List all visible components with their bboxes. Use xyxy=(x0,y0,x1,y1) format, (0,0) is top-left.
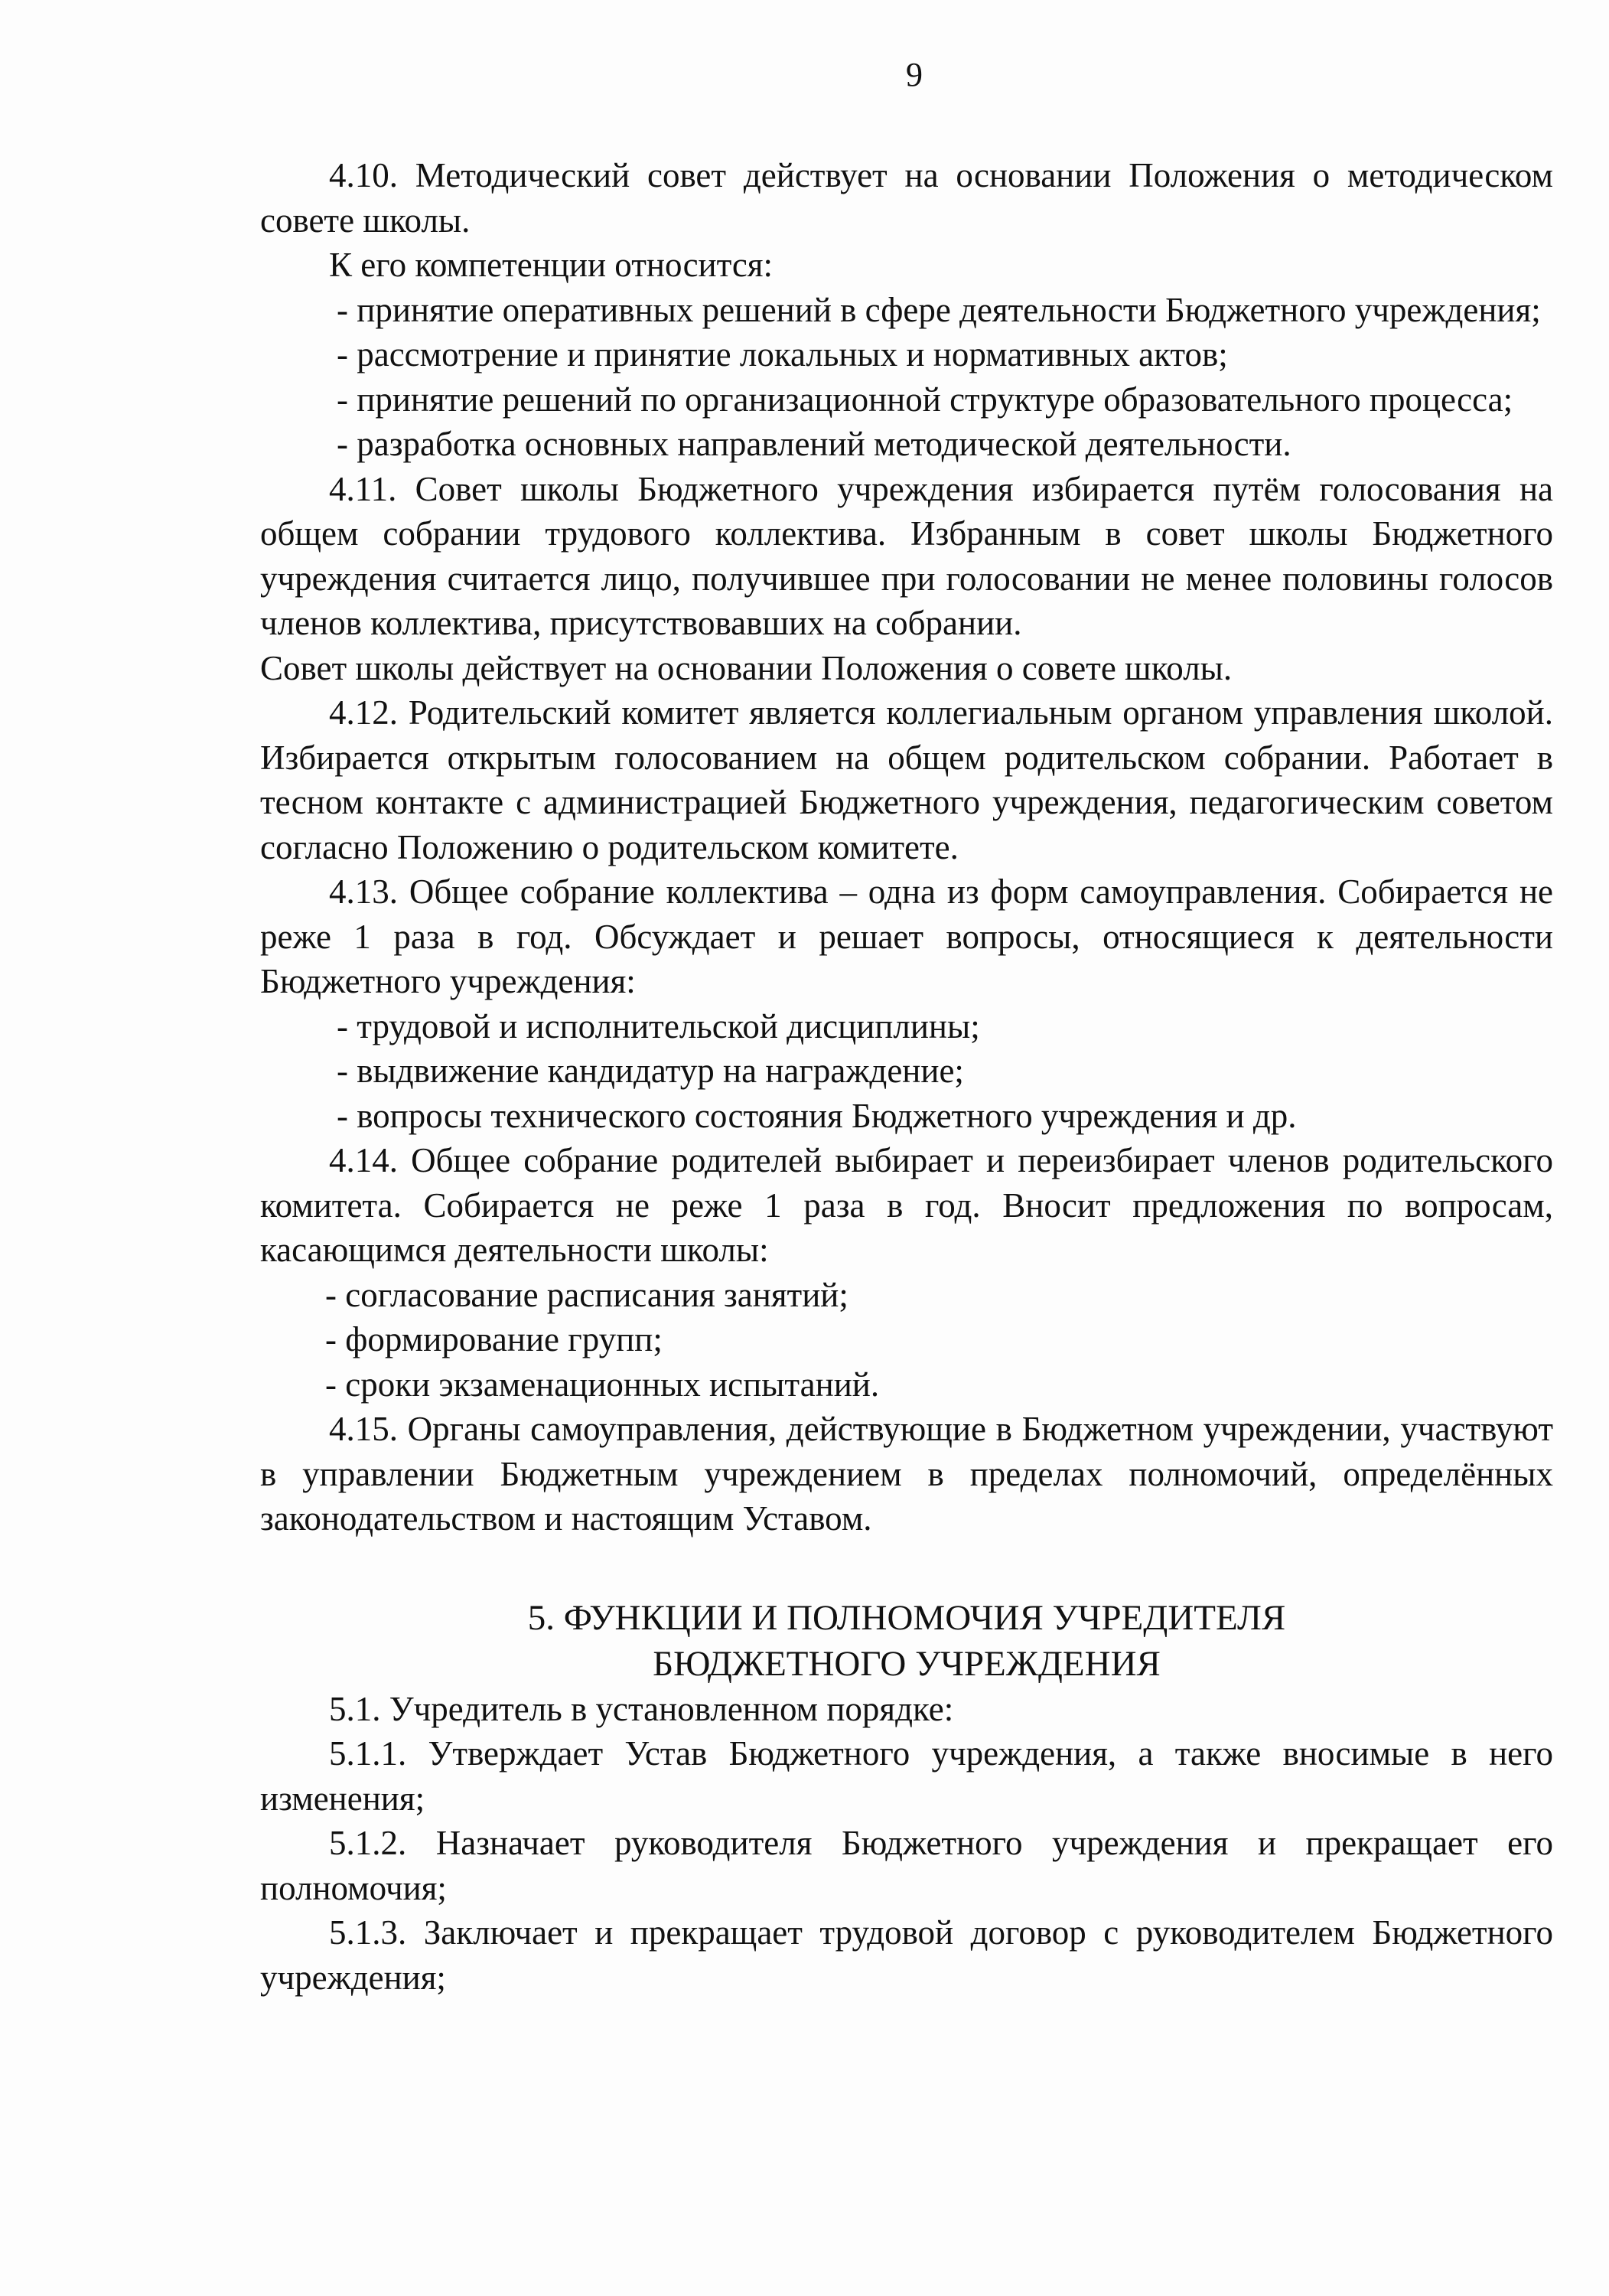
list-item: - выдвижение кандидатур на награждение; xyxy=(337,1052,964,1090)
paragraph-5-1: 5.1. Учредитель в установленном порядке: xyxy=(329,1689,954,1728)
list-item: - принятие оперативных решений в сфере деятельности Бюджетного учреждения; xyxy=(337,290,1541,329)
list-item: - сроки экзаменационных испытаний. xyxy=(325,1365,880,1404)
paragraph-5-1-2: 5.1.2. Назначает руководителя Бюджетного учреждения и прекращает его полномочия; xyxy=(260,1824,1553,1907)
document-body xyxy=(260,153,1553,2000)
section-5-heading-line2: БЮДЖЕТНОГО УЧРЕЖДЕНИЯ xyxy=(653,1643,1161,1684)
list-item: - согласование расписания занятий; xyxy=(325,1275,848,1314)
list-item: - принятие решений по организационной структуре образовательного процесса; xyxy=(337,380,1513,419)
list-item: - вопросы технического состояния Бюджетного учреждения и др. xyxy=(337,1096,1297,1135)
list-item: - трудовой и исполнительской дисциплины; xyxy=(337,1006,980,1045)
paragraph-5-1-3: 5.1.3. Заключает и прекращает трудовой договор с руководителем Бюджетного учреждения; xyxy=(260,1913,1553,1997)
section-5-heading-line1: 5. ФУНКЦИИ И ПОЛНОМОЧИЯ УЧРЕДИТЕЛЯ xyxy=(527,1597,1286,1638)
paragraph-4-10-intro: К его компетенции относится: xyxy=(329,246,774,284)
paragraph-4-11-b: Совет школы действует на основании Положения о совете школы. xyxy=(260,648,1233,687)
list-item: - формирование групп; xyxy=(325,1320,663,1358)
paragraph-4-10: 4.10. Методический совет действует на основании Положения о методическом совете школы. xyxy=(260,156,1553,240)
page-number: 9 xyxy=(906,56,923,93)
paragraph-4-13: 4.13. Общее собрание коллектива – одна из форм самоуправления. Собирается не реже 1 раза в год. Обсуждает и решает вопросы, относящиеся к деятельности Бюджетного учреждения: xyxy=(260,872,1553,1000)
list-item: - рассмотрение и принятие локальных и нормативных актов; xyxy=(337,335,1228,373)
paragraph-5-1-1: 5.1.1. Утверждает Устав Бюджетного учреждения, а также вносимые в него изменения; xyxy=(260,1734,1553,1818)
list-item: - разработка основных направлений методической деятельности. xyxy=(337,425,1291,463)
paragraph-4-14: 4.14. Общее собрание родителей выбирает и переизбирает членов родительского комитета. Собирается не реже 1 раза в год. Вносит предложения по вопросам, касающимся деятельности школы: xyxy=(260,1141,1553,1269)
paragraph-4-11: 4.11. Совет школы Бюджетного учреждения избирается путём голосования на общем собрании трудового коллектива. Избранным в совет школы Бюджетного учреждения считается лицо, получившее при голосовании не менее половины голосов членов коллектива, присутствовавших на собрании. xyxy=(260,469,1553,642)
section-5-heading xyxy=(260,1595,1553,1687)
paragraph-4-12: 4.12. Родительский комитет является коллегиальным органом управления школой. Избирается открытым голосованием на общем родительском собрании. Работает в тесном контакте с администрацией Бюджетного учреждения, педагогическим советом согласно Положению о родительском комитете. xyxy=(260,693,1553,866)
paragraph-4-15: 4.15. Органы самоуправления, действующие в Бюджетном учреждении, участвуют в управлении Бюджетным учреждением в пределах полномочий, определённых законодательством и настоящим Уставом. xyxy=(260,1410,1553,1538)
